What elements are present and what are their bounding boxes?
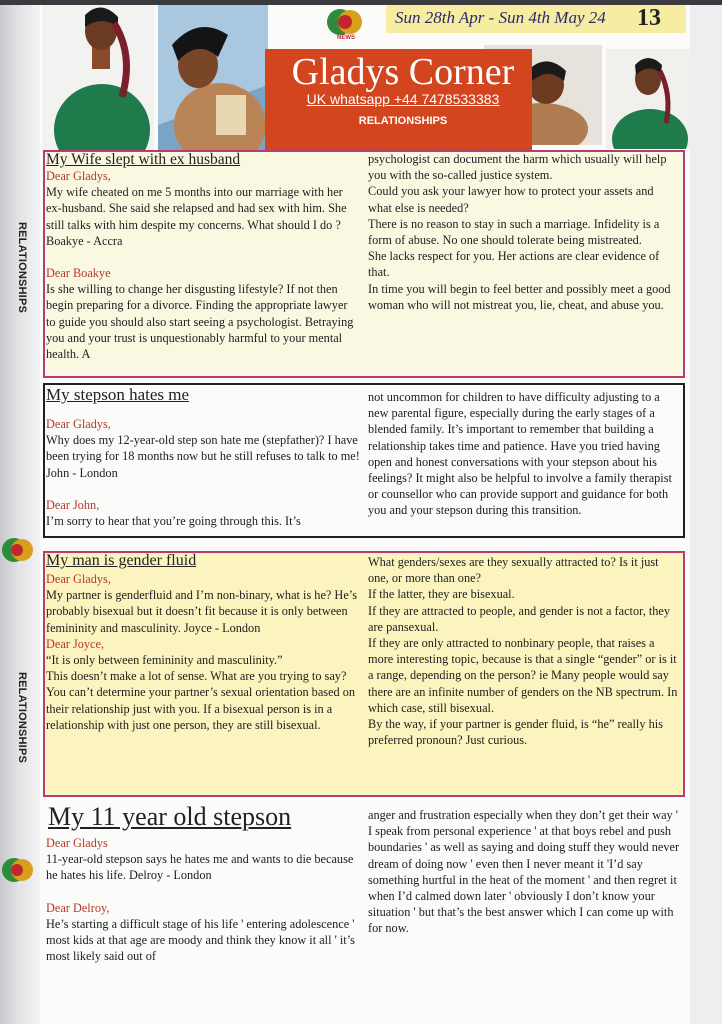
news-logo xyxy=(322,7,370,41)
spine-label-top: RELATIONSHIPS xyxy=(16,222,28,314)
article-left-column xyxy=(46,416,362,529)
article-right-column xyxy=(368,151,680,313)
paragraph: Could you ask your lawyer how to protect your assets and what else is needed? xyxy=(368,184,654,215)
salutation: Dear Joyce, xyxy=(46,636,105,651)
paragraph: What genders/sexes are they sexually attracted to? Is it just one, or more than one? xyxy=(368,555,659,586)
paragraph: This doesn’t make a lot of sense. What are you trying to say? xyxy=(46,669,347,684)
paragraph: If they are attracted to people, and gender is not a factor, they are pansexual. xyxy=(368,603,671,634)
spine-logo-2 xyxy=(0,852,36,888)
paragraph: I’m sorry to hear that you’re going through this. It’s xyxy=(46,514,301,529)
column-title: Gladys Corner xyxy=(291,51,515,93)
article-title: My man is gender fluid xyxy=(46,552,197,569)
article-right-column xyxy=(368,554,680,748)
article-right-column xyxy=(368,807,680,937)
profile-photo-4 xyxy=(606,49,690,149)
page-number: 13 xyxy=(637,5,661,31)
paragraph: By the way, if your partner is gender fluid, is “he” really his preferred pronoun? Just curious. xyxy=(368,717,663,748)
paragraph: You can’t determine your partner’s sexual orientation based on their relationship just with you. If a bisexual person is in a relationship with just one person, they are still bisexual. xyxy=(46,685,356,732)
paragraph: “It is only between femininity and masculinity.” xyxy=(46,653,283,668)
paragraph: He’s starting a difficult stage of his life ' entering adolescence ' most kids at that age are moody and think they know it all ' it’s most likely said out of xyxy=(46,916,355,964)
paragraph: She lacks respect for you. Her actions are clear evidence of that. xyxy=(368,249,660,280)
spine-logo-1 xyxy=(0,532,36,568)
paragraph: Is she willing to change her disgusting lifestyle? If not then begin preparing for a divorce. Finding the appropriate lawyer to guide you should also start seeing a psychologist. Betraying you and your trust is unquestionably harmful to your mental health. A xyxy=(46,282,354,362)
paragraph: If the latter, they are bisexual. xyxy=(368,587,515,602)
salutation: Dear John, xyxy=(46,497,100,512)
paragraph-spacer xyxy=(46,249,356,265)
magazine-page xyxy=(40,5,690,1024)
news-logo-label: NEWS xyxy=(337,35,355,41)
section-label: RELATIONSHIPS xyxy=(358,115,448,127)
salutation: Dear Gladys, xyxy=(46,417,111,431)
profile-photo-2 xyxy=(158,5,268,153)
paragraph: My wife cheated on me 5 months into our marriage with her ex-husband. She said she relapsed and had sex with him. She still talks with him despite my concerns. What should I do ? Boakye - Accra xyxy=(46,185,347,248)
whatsapp-number: UK whatsapp +44 7478533383 xyxy=(306,91,500,107)
paragraph: Why does my 12-year-old step son hate me (stepfather)? I have been trying for 18 months now but he still refuses to talk to me! John - London xyxy=(46,433,360,480)
paragraph: In time you will begin to feel better and possibly meet a good woman who will not mistreat you, lie, cheat, and abuse you. xyxy=(368,281,671,312)
salutation: Dear Gladys, xyxy=(46,169,111,183)
salutation: Dear Gladys, xyxy=(46,572,111,586)
salutation: Dear Boakye xyxy=(46,266,111,281)
issue-date: Sun 28th Apr - Sun 4th May 24 xyxy=(395,8,606,27)
profile-photo-1 xyxy=(42,5,154,153)
article-left-column xyxy=(46,835,358,964)
article-right-column xyxy=(368,389,680,519)
paragraph: 11-year-old stepson says he hates me and wants to die because he hates his life. Delroy - London xyxy=(46,852,354,883)
paragraph: My partner is genderfluid and I’m non-binary, what is he? He’s probably bisexual but it doesn’t fit because it is only between femininity and masculinity. Joyce - London xyxy=(46,588,357,635)
article-title: My 11 year old stepson xyxy=(48,802,292,831)
paragraph: not uncommon for children to have difficulty adjusting to a new parental figure, especially during the early stages of a blended family. It’s important to remember that building a relationship takes time and patience. Have you tried having open and honest conversations with your stepson about his feelings? It might also be helpful to involve a family therapist or counsellor who can provide support and guidance for both you and your stepson during this transition. xyxy=(368,390,672,518)
spine-label-bottom: RELATIONSHIPS xyxy=(16,672,28,764)
paragraph-spacer xyxy=(46,481,362,497)
article-title: My Wife slept with ex husband xyxy=(46,151,241,168)
paragraph: If they are only attracted to nonbinary people, that raises a more interesting topic, because is that a single “gender” or is it a range, depending on the person? ie Many people would say there are an infinite number of genders on the NB spectrum. In which case, still bisexual. xyxy=(368,636,678,715)
paragraph: There is no reason to stay in such a marriage. Infidelity is a form of abuse. No one should tolerate being mistreated. xyxy=(368,216,660,248)
article-title: My stepson hates me xyxy=(46,385,190,404)
paragraph-spacer xyxy=(46,884,358,900)
article-left-column xyxy=(46,571,358,733)
paragraph: psychologist can document the harm which usually will help you with the so-called justice system. xyxy=(368,152,667,183)
salutation: Dear Delroy, xyxy=(46,900,110,915)
article-left-column xyxy=(46,168,356,362)
paragraph: anger and frustration especially when they don’t get their way ' I speak from personal experience ' at that boys rebel and push boundaries ' as well as saying and doing stuff they would never dream of doing now ' even then I never meant it 'I’d say something hurtful in the heat of the moment ' and then regret it when I’d calmed down later ' obviously I don’t know your situation ' but that’s the best answer which I can come up with for now. xyxy=(368,808,680,936)
salutation: Dear Gladys xyxy=(46,836,108,850)
